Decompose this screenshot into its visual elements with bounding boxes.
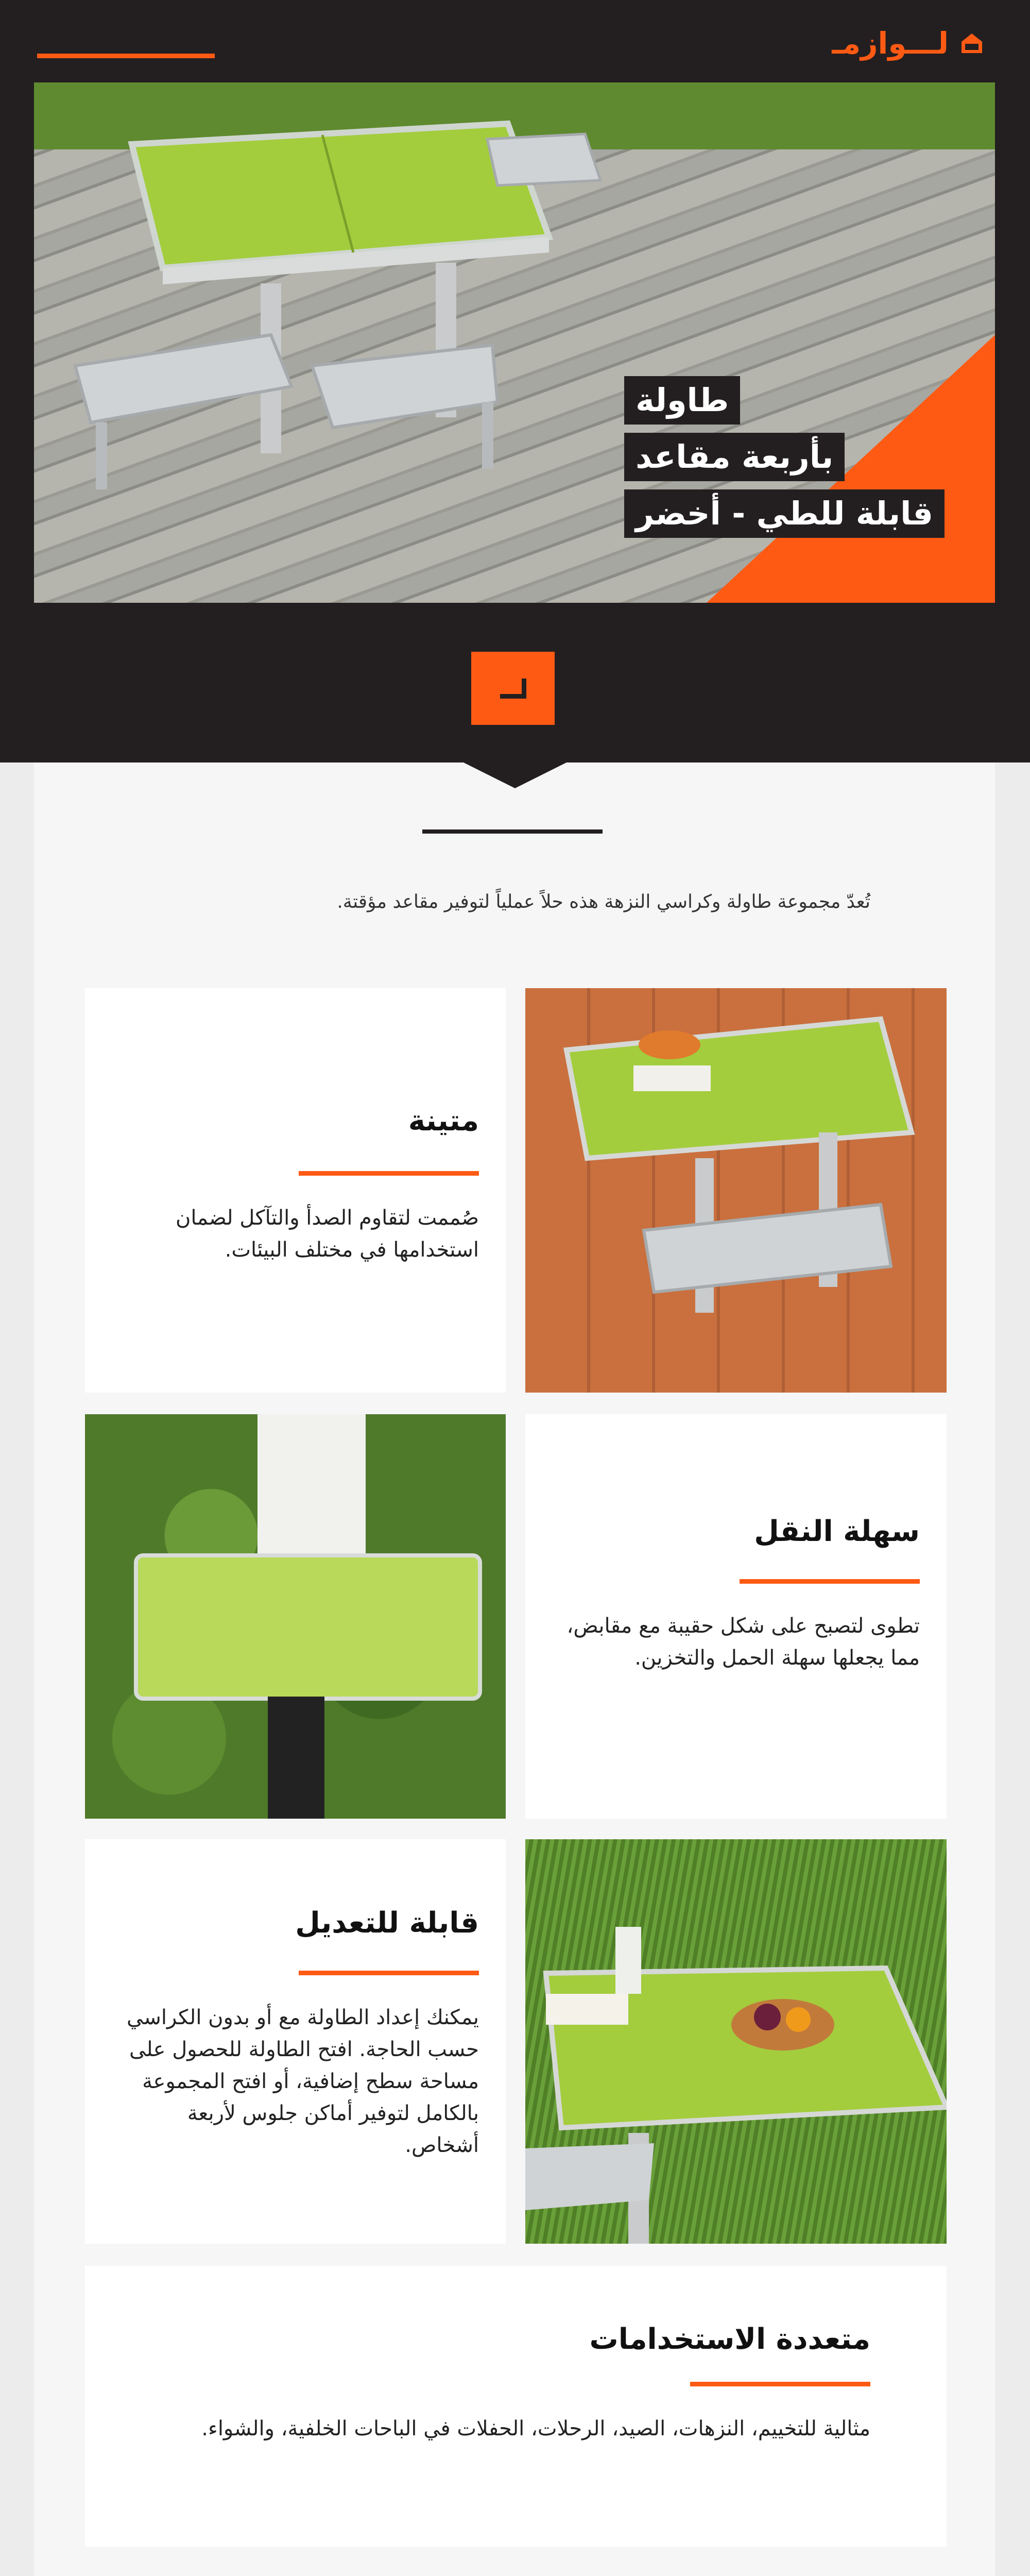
photo-table-shape [525,1839,947,2244]
intro-text: تُعدّ مجموعة طاولة وكراسي النزهة هذه حلاً عملياً لتوفير مقاعد مؤقتة. [337,891,870,912]
feature-card-durable [85,988,506,1393]
header-section [0,0,1030,762]
brand-mark-icon [500,679,526,699]
folded-table-case [134,1553,482,1701]
card-title-underline [740,1579,920,1584]
card-title-underline [299,1171,479,1176]
section-notch [464,762,566,788]
card-text: يمكنك إعداد الطاولة مع أو بدون الكراسي حسب الحاجة. افتح الطاولة للحصول على مساحة سطح إضافية، أو افتح المجموعة بالكامل لتوفير أماكن جلوس لأربعة أشخاص. [127,2006,479,2157]
person-legs [268,1697,324,1819]
card-title-underline [299,1971,479,1975]
brand-logo[interactable] [832,26,984,61]
hero-image [34,82,995,603]
feature-card-multiuse [85,2266,947,2547]
card-text: مثالية للتخييم، النزهات، الصيد، الرحلات، الحفلات في الباحات الخلفية، والشواء. [201,2417,870,2441]
hero-title-line-1: طاولة [624,376,740,425]
house-icon [960,31,984,55]
card-title: متعددة الاستخدامات [589,2323,870,2356]
hero-title [624,376,945,538]
brand-divider [37,54,215,58]
hero-title-line-2: بأربعة مقاعد [624,433,845,481]
card-text: تطوى لتصبح على شكل حقيبة مع مقابض، مما يجعلها سهلة الحمل والتخزين. [566,1614,920,1670]
feature-card-portable [525,1414,947,1819]
hero-title-line-3: قابلة للطي - أخضر [624,489,945,538]
photo-carrying-folded-table [85,1414,506,1819]
card-title: قابلة للتعديل [295,1906,479,1940]
photo-table-on-patio [525,988,947,1393]
card-title: متينة [408,1104,479,1138]
card-title: سهلة النقل [754,1515,920,1548]
hero-table-illustration [44,98,611,489]
brand-badge [471,652,555,725]
brand-name: لـــوازمـ [832,26,949,61]
feature-card-adjustable [85,1839,506,2244]
photo-table-with-snacks [525,1839,947,2244]
photo-table-shape [525,988,947,1393]
section-divider [422,829,603,834]
card-title-underline [690,2382,870,2386]
card-text: صُممت لتقاوم الصدأ والتآكل لضمان استخدامها في مختلف البيئات. [176,1206,479,1262]
